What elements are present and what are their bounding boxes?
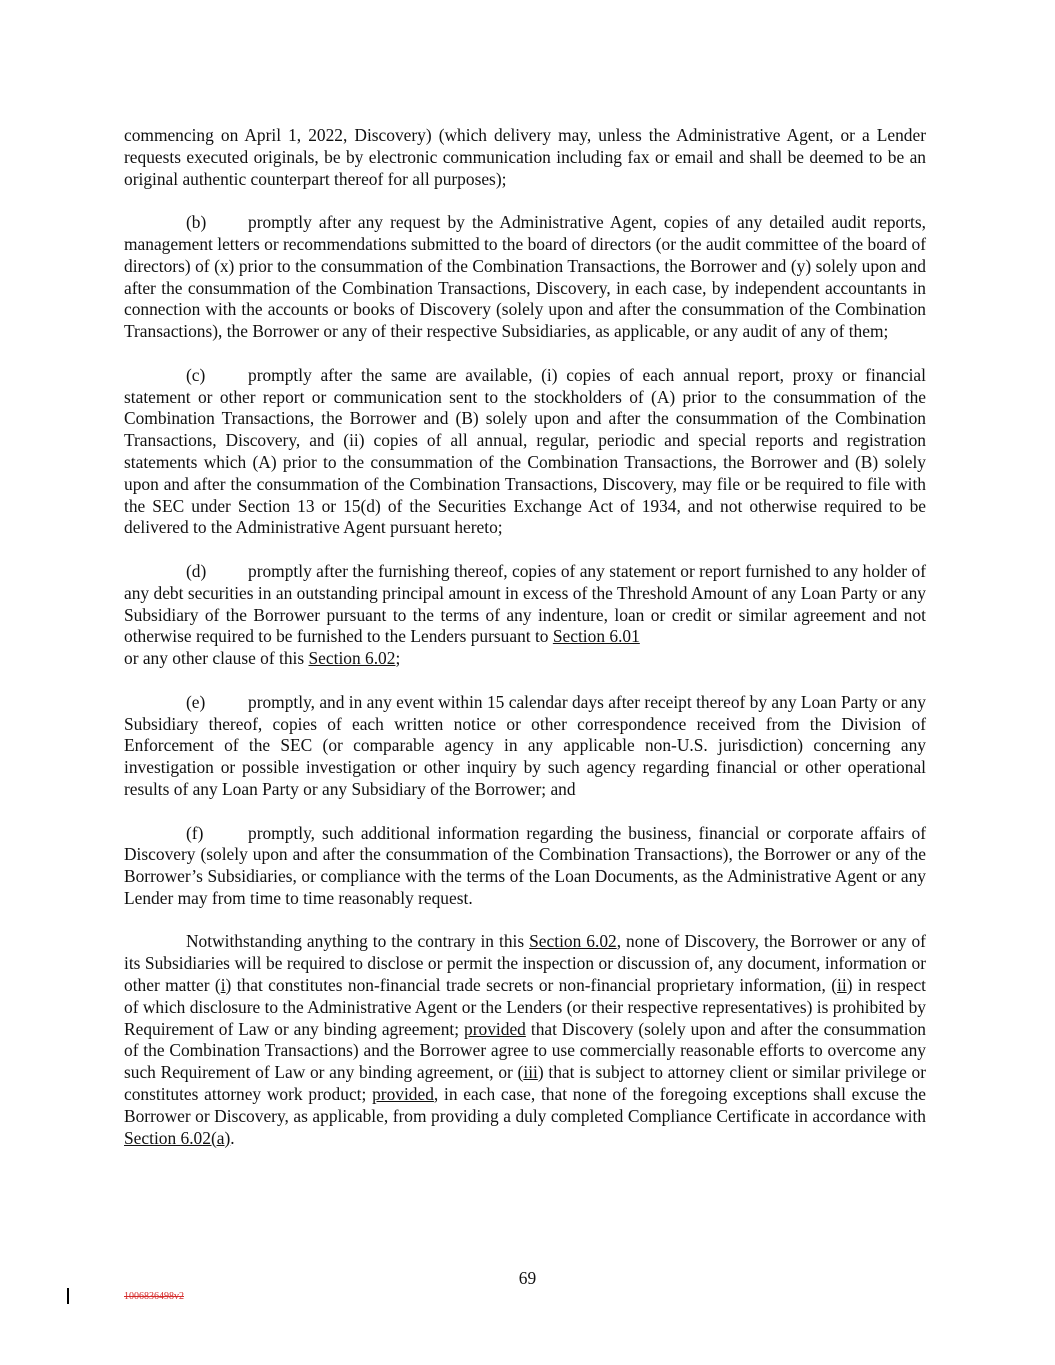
clause-text: promptly, such additional information regarding the business, financial or corporate affairs of Discovery (solely upon and after the consummation of the Combination Transactions), the Borrower or any of the Borrower’s Subsidiaries, or compliance with the terms of the Loan Documents, as the Administrative Agent or any Lender may from time to time reasonably request. (124, 822, 926, 908)
clause-text: or any other clause of this (124, 648, 305, 669)
page-number: 69 (518, 1268, 537, 1288)
provided-term: provided (372, 1084, 434, 1105)
section-reference-6-02: Section 6.02 (529, 931, 617, 952)
clause-text: promptly after any request by the Administrative Agent, copies of any detailed audit reports, management letters or recommendations submitted to the board of directors (or the audit committee of the board of directors) of (x) prior to the consummation of the Combination Transactions, the Borrower and (y) solely upon and after the consummation of the Combination Transactions, Discovery, in each case, by independent accountants in connection with the accounts or books of Discovery (solely upon and after the consummation of the Combination Transactions), the Borrower or any of their respective Subsidiaries, as applicable, or any audit of any of them; (124, 212, 926, 342)
clause-label: (f) (186, 822, 204, 843)
paragraph-text: Notwithstanding anything to the contrary in this (186, 931, 525, 952)
paragraph-text: , none of Discovery, the Borrower or any of its Subsidiaries will be required to disclose or permit the inspection or discussion of, any document, information or other matter ( (124, 931, 926, 996)
clause-text: promptly, and in any event within 15 calendar days after receipt thereof by any Loan Party or any Subsidiary thereof, copies of each written notice or other correspondence received from the Division of Enforcement of the SEC (or comparable agency in any applicable non-U.S. jurisdiction) concerning any investigation or possible investigation or other inquiry by such agency regarding financial or other operational results of any Loan Party or any Subsidiary of the Borrower; and (124, 691, 926, 799)
paragraph-text: ) that constitutes non-financial trade secrets or non-financial proprietary information, ( (225, 975, 838, 996)
clause-text: promptly after the furnishing thereof, copies of any statement or report furnished to any holder of any debt securities in an outstanding principal amount in excess of the Threshold Amount of any Loan Party or any Subsidiary of the Borrower pursuant to the terms of any indenture, loan or credit or similar agreement and not otherwise required to be furnished to the Lenders pursuant to (124, 560, 926, 647)
clause-label: (c) (186, 364, 206, 385)
item-marker-iii: iii (523, 1062, 538, 1083)
clause-label: (e) (186, 691, 206, 712)
paragraph-text: , in each case, that none of the foregoing exceptions shall excuse the Borrower or Discovery, as applicable, from providing a duly completed Compliance Certificate in accordance with (124, 1084, 926, 1126)
paragraph-text: ) that is subject to attorney client or similar privilege or constitutes attorney work product; (124, 1062, 927, 1105)
clause-text: ; (395, 648, 401, 669)
change-bar (67, 1288, 69, 1304)
section-reference-6-02: Section 6.02 (308, 648, 396, 669)
paragraph-text: that Discovery (solely upon and after the consummation of the Combination Transactions) and the Borrower agree to use commercially reasonable efforts to overcome any such Requirement of Law or any binding agreement, or ( (124, 1018, 926, 1083)
clause-d (124, 561, 926, 670)
clause-e (124, 692, 926, 801)
item-marker-i: i (220, 975, 226, 996)
clause-f (124, 823, 926, 910)
section-reference-6-01: Section 6.01 (552, 626, 640, 647)
provided-term: provided (464, 1018, 526, 1039)
section-reference-6-02a: Section 6.02(a) (124, 1127, 231, 1148)
clause-label: (d) (186, 560, 207, 581)
clause-label: (b) (186, 212, 207, 233)
clause-b (124, 212, 926, 343)
paragraph-text: . (230, 1127, 235, 1148)
intro-paragraph: commencing on April 1, 2022, Discovery) (which delivery may, unless the Administrative Agent, or a Lender requests executed originals, be by electronic communication including fax or email and shall be deemed to be an original authentic counterpart thereof for all purposes); (124, 125, 926, 189)
notwithstanding-paragraph (124, 931, 926, 1149)
paragraph-text: ) in respect of which disclosure to the Administrative Agent or the Lenders (or their respective representatives) is prohibited by Requirement of Law or any binding agreement; (124, 975, 926, 1039)
document-id: 1006836498v2 (124, 1291, 184, 1302)
document-body (124, 125, 926, 1149)
clause-c (124, 365, 926, 539)
clause-text: promptly after the same are available, (i) copies of each annual report, proxy or financial statement or other report or communication sent to the stockholders of (A) prior to the consummation of the Combination Transactions, the Borrower and (B) solely upon and after the consummation of the Combination Transactions, Discovery, and (ii) copies of all annual, regular, periodic and special reports and registration statements which (A) prior to the consummation of the Combination Transactions, the Borrower and (B) solely upon and after the consummation of the Combination Transactions, Discovery, may file or be required to file with the SEC under Section 13 or 15(d) of the Securities Exchange Act of 1934, and not otherwise required to be delivered to the Administrative Agent pursuant hereto; (124, 364, 926, 538)
item-marker-ii: ii (837, 975, 847, 996)
